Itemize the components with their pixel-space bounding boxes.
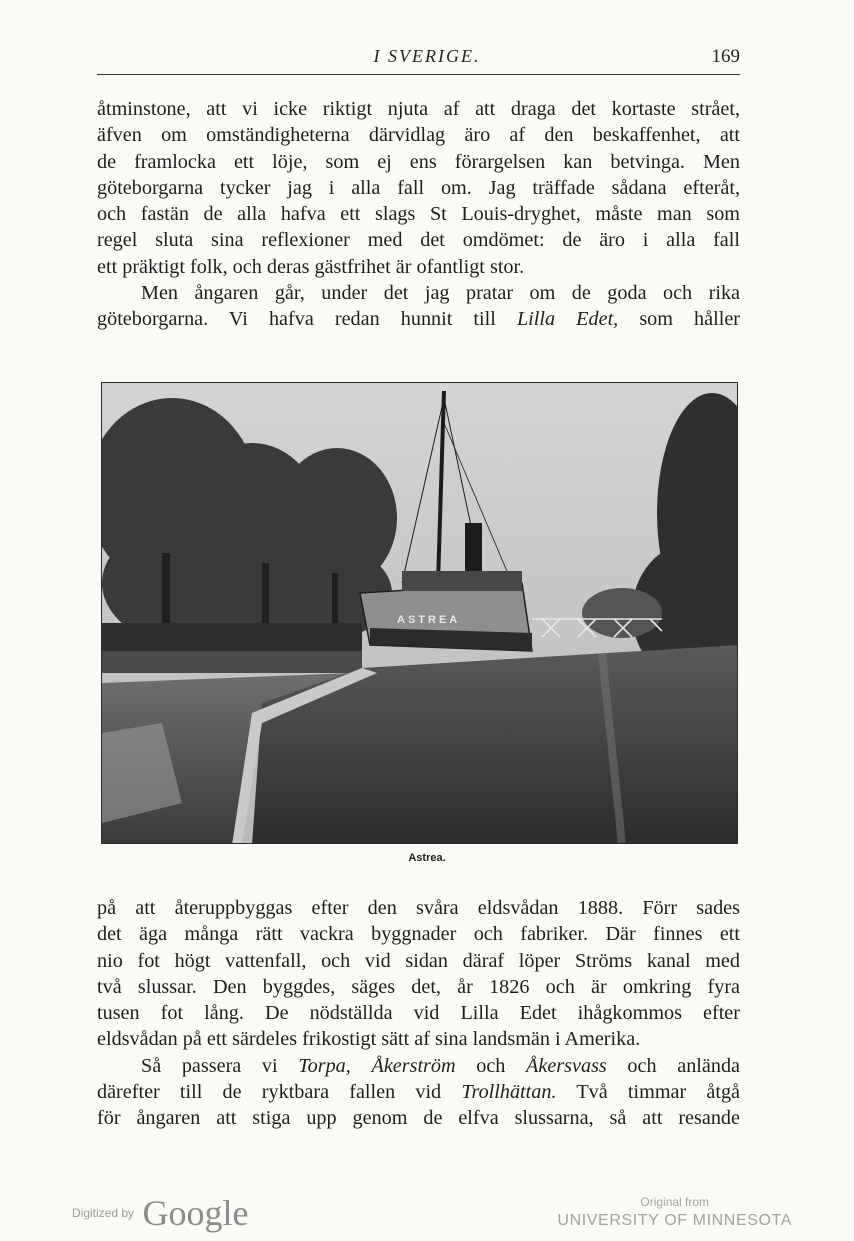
text-line: göteborgarna tycker jag i alla fall om. Jag träffade sådana efteråt, (97, 176, 740, 199)
text-line: nio fot högt vattenfall, och vid sidan däraf löper Ströms kanal med (97, 949, 740, 972)
text-run (351, 1055, 372, 1077)
text-run: som håller (618, 308, 740, 331)
text-line: ett präktigt folk, och deras gästfrihet är ofantligt stor. (97, 255, 525, 278)
text-line: åtminstone, att vi icke riktigt njuta af att draga det kortaste strået, (97, 98, 740, 120)
text-run: och (455, 1054, 527, 1077)
place-name: Trollhättan. (461, 1081, 557, 1104)
text-run: göteborgarna. Vi hafva redan hunnit till (97, 308, 517, 331)
steamship-photo (101, 382, 738, 844)
library-watermark (557, 1194, 792, 1232)
text-line: eldsvådan på ett särdeles frikostigt sätt af sina landsmän i Amerika. (97, 1028, 641, 1051)
hull-name: ASTREA (397, 614, 461, 626)
text-line: för ångaren att stiga upp genom de elfva slussarna, så att resande (97, 1107, 740, 1130)
google-logo: Google (142, 1193, 249, 1233)
top-text-block (97, 96, 740, 333)
text-run: därefter till de ryktbara fallen vid (97, 1081, 462, 1104)
text-line: på att återuppbyggas efter den svåra eldsvådan 1888. Förr sades (97, 897, 740, 919)
text-line (97, 306, 740, 332)
bottom-text-block (97, 895, 740, 1132)
text-line (97, 1079, 740, 1105)
running-title: I SVERIGE. (373, 46, 481, 66)
text-run: Två timmar åtgå (556, 1081, 741, 1104)
figure-caption: Astrea. (408, 852, 446, 864)
place-name: Åkersvass (526, 1054, 607, 1077)
page-number: 169 (711, 46, 740, 67)
digitized-by-watermark (72, 1192, 248, 1234)
text-line: två slussar. Den byggdes, säges det, år 1826 och är omkring fyra (97, 975, 740, 998)
text-line: regel sluta sina reflexioner med det omdömet: de äro i alla fall (97, 229, 740, 252)
place-name: Åkerström (371, 1054, 456, 1077)
digitized-label: Digitized by (72, 1206, 135, 1220)
text-line: Men ångaren går, under det jag pratar om de goda och rika (141, 282, 740, 305)
text-line: de framlocka ett löje, som ej ens förargelsen kan betvinga. Men (97, 150, 740, 173)
university-label: UNIVERSITY OF MINNESOTA (557, 1212, 792, 1229)
text-line: tusen fot lång. De nödställda vid Lilla Edet ihågkommos efter (97, 1002, 740, 1025)
text-line (97, 1053, 740, 1079)
text-line: det äga många rätt vackra byggnader och fabriker. Där finnes ett (97, 923, 740, 946)
text-run: Så passera vi (141, 1054, 299, 1077)
text-run: och anlända (606, 1054, 741, 1077)
text-line: äfven om omständigheterna därvidlag äro af den beskaffenhet, att (97, 124, 740, 147)
place-name: Torpa, (298, 1054, 351, 1077)
original-from-label: Original from (640, 1195, 710, 1209)
header-divider (97, 74, 740, 75)
place-name: Lilla Edet, (516, 308, 619, 331)
text-line: och fastän de alla hafva ett slags St Louis-dryghet, måste man som (97, 203, 740, 226)
